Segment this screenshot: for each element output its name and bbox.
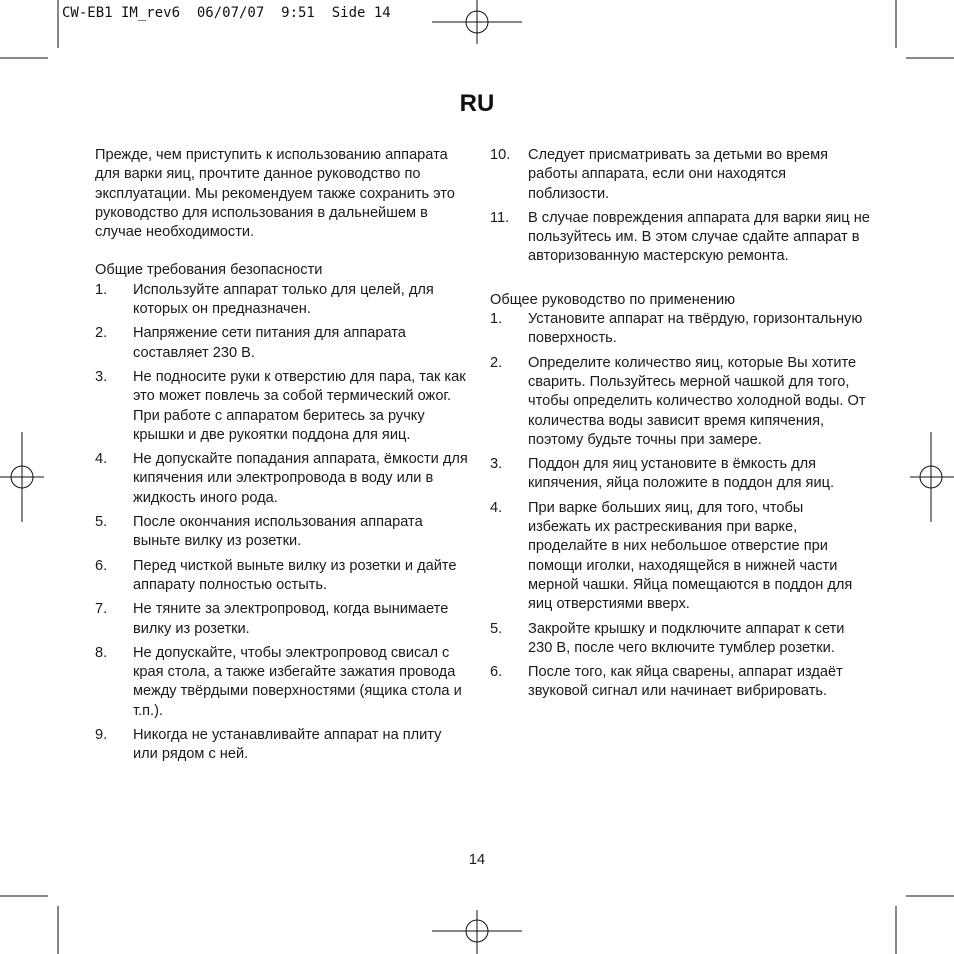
usage-item-number: 5.	[490, 620, 503, 637]
safety-item	[95, 324, 470, 363]
usage-item	[490, 354, 870, 450]
safety-item-text: Не допускайте, чтобы электропровод свисал с края стола, а также избегайте зажатия провода между твёрдыми поверхностями (ящика стола и т.п.).	[133, 644, 462, 719]
left-column	[95, 146, 470, 770]
usage-item-number: 4.	[490, 499, 503, 516]
safety-item-number: 6.	[95, 557, 108, 574]
usage-item-text: Закройте крышку и подключите аппарат к сети 230 В, после чего включите тумблер розетки.	[528, 620, 845, 656]
safety-item-text: Не подносите руки к отверстию для пара, так как это может повлечь за собой термический ожог. При работе с аппаратом беритесь за ручку крышки и две рукоятки поддона для яиц.	[133, 368, 466, 443]
safety-item	[95, 557, 470, 596]
safety-list-continued	[490, 146, 870, 267]
usage-item-number: 2.	[490, 354, 503, 371]
safety-item	[95, 450, 470, 508]
usage-item-number: 3.	[490, 456, 503, 473]
safety-item	[95, 644, 470, 721]
safety-item-number: 9.	[95, 727, 108, 744]
usage-heading: Общее руководство по применению	[490, 291, 736, 308]
usage-item	[490, 310, 870, 349]
safety-item-number: 11.	[490, 209, 510, 226]
safety-item-text: Перед чисткой выньте вилку из розетки и дайте аппарату полностью остыть.	[133, 557, 457, 593]
usage-list	[490, 310, 870, 702]
safety-item-text: Никогда не устанавливайте аппарат на плиту или рядом с ней.	[133, 727, 442, 763]
right-column	[490, 146, 870, 707]
safety-item	[95, 600, 470, 639]
usage-item	[490, 620, 870, 659]
safety-item	[95, 281, 470, 320]
safety-item	[95, 513, 470, 552]
usage-item-text: После того, как яйца сварены, аппарат издаёт звуковой сигнал или начинает вибрировать.	[528, 664, 843, 700]
safety-item	[490, 209, 870, 267]
safety-item-text: Не допускайте попадания аппарата, ёмкости для кипячения или электропровода в воду или в жидкость иного рода.	[133, 451, 468, 506]
safety-item-number: 2.	[95, 325, 108, 342]
usage-item-text: Определите количество яиц, которые Вы хотите сварить. Пользуйтесь мерной чашкой для того, чтобы определить количество холодной воды. От количества воды зависит время кипячения, поэтому будьте точны при замере.	[528, 354, 866, 448]
safety-item-text: Не тяните за электропровод, когда вынимаете вилку из розетки.	[133, 601, 449, 637]
safety-item-number: 7.	[95, 601, 108, 618]
usage-item-text: Поддон для яиц установите в ёмкость для кипячения, яйца положите в поддон для яиц.	[528, 456, 835, 492]
intro-paragraph: Прежде, чем приступить к использованию аппарата для варки яиц, прочтите данное руководство по эксплуатации. Мы рекомендуем также сохранить это руководство для использования в дальнейшем в случае необходимости.	[95, 147, 455, 241]
safety-item	[95, 726, 470, 765]
usage-item-text: Установите аппарат на твёрдую, горизонтальную поверхность.	[528, 311, 863, 347]
safety-item-number: 10.	[490, 147, 511, 163]
usage-item-number: 1.	[490, 311, 503, 328]
print-slug: CW-EB1 IM_rev6 06/07/07 9:51 Side 14	[62, 5, 391, 21]
safety-item-number: 8.	[95, 644, 108, 661]
safety-item-text: Напряжение сети питания для аппарата составляет 230 В.	[133, 325, 406, 361]
usage-item	[490, 455, 870, 494]
page-number: 14	[468, 852, 486, 868]
safety-item-number: 3.	[95, 368, 108, 385]
safety-heading: Общие требования безопасности	[95, 262, 323, 279]
usage-item-number: 6.	[490, 664, 503, 681]
safety-item-number: 4.	[95, 451, 108, 468]
safety-item	[95, 368, 470, 445]
safety-item	[490, 146, 870, 204]
safety-item-text: Следует присматривать за детьми во время работы аппарата, если они находятся поблизости.	[528, 147, 829, 202]
usage-item	[490, 499, 870, 615]
language-code: RU	[459, 90, 495, 117]
usage-item	[490, 663, 870, 702]
safety-list	[95, 281, 470, 765]
usage-item-text: При варке больших яиц, для того, чтобы избежать их растрескивания при варке, проделайте в них небольшое отверстие при помощи иголки, находящейся в нижней части мерной чашки. Яйца помещаются в поддон для яиц отверстиями вверх.	[528, 499, 853, 613]
safety-item-text: После окончания использования аппарата выньте вилку из розетки.	[133, 514, 423, 550]
safety-item-number: 1.	[95, 281, 108, 298]
safety-item-number: 5.	[95, 514, 108, 531]
safety-item-text: Используйте аппарат только для целей, для которых он предназначен.	[133, 281, 434, 318]
safety-item-text: В случае повреждения аппарата для варки яиц не пользуйтесь им. В этом случае сдайте аппарат в авторизованную мастерскую ремонта.	[528, 209, 870, 265]
